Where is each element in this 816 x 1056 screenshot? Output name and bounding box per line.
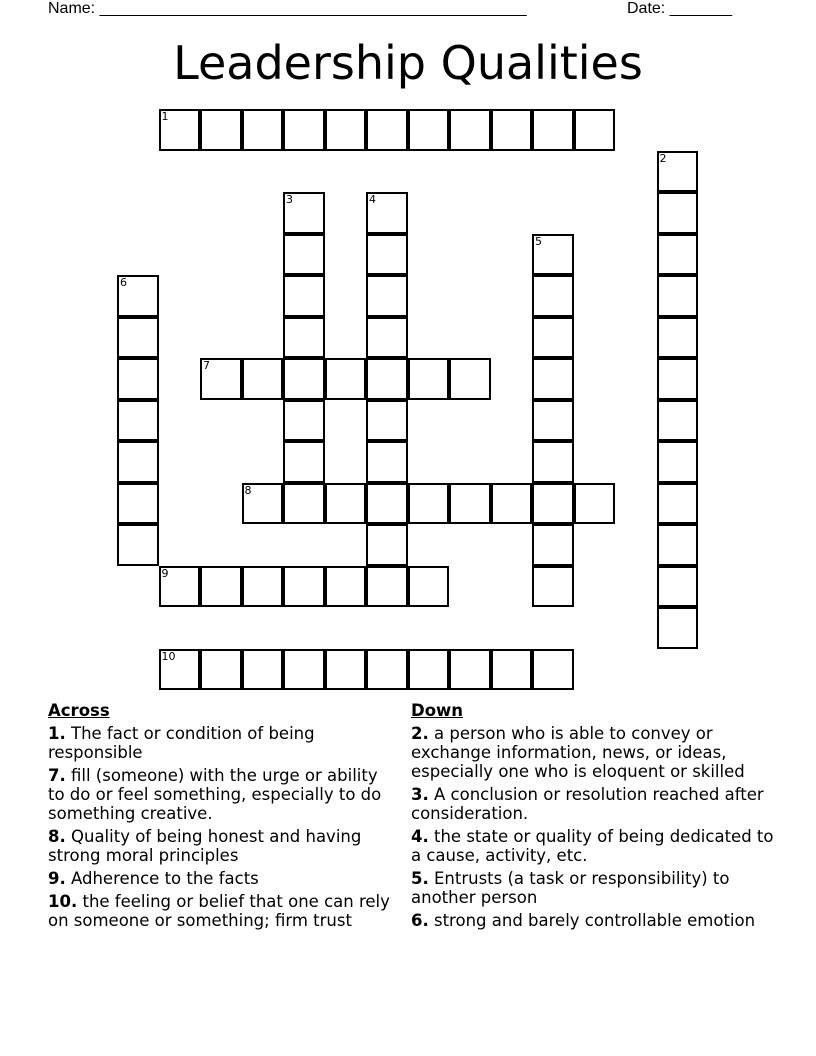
crossword-cell[interactable] (408, 109, 450, 151)
crossword-cell[interactable] (366, 524, 408, 566)
crossword-cell[interactable] (200, 566, 242, 608)
crossword-cell[interactable] (117, 441, 159, 483)
clue-item-number: 2. (411, 724, 429, 743)
clue-item (411, 724, 776, 781)
clue-item-text: a person who is able to convey or exchange information, news, or ideas, especially one who is eloquent or skilled (411, 724, 745, 781)
clue-item-text: The fact or condition of being responsible (48, 724, 315, 762)
puzzle-title: Leadership Qualities (173, 36, 643, 90)
crossword-cell[interactable] (242, 483, 284, 525)
crossword-cell[interactable] (117, 400, 159, 442)
crossword-cell[interactable] (159, 109, 201, 151)
crossword-cell[interactable] (159, 566, 201, 608)
down-clues (411, 701, 776, 934)
crossword-cell[interactable] (657, 483, 699, 525)
clue-item-text: Adherence to the facts (65, 869, 259, 888)
crossword-cell[interactable] (532, 483, 574, 525)
crossword-cell[interactable] (325, 566, 367, 608)
crossword-cell[interactable] (283, 317, 325, 359)
crossword-cell[interactable] (532, 649, 574, 691)
crossword-cell[interactable] (657, 358, 699, 400)
crossword-cell[interactable] (159, 649, 201, 691)
clue-number: 10 (161, 649, 176, 663)
name-field-label: Name: ________________________________________________ (48, 0, 527, 17)
crossword-cell[interactable] (449, 109, 491, 151)
crossword-cell[interactable] (657, 275, 699, 317)
across-heading: Across (48, 701, 110, 720)
clue-item-text: Quality of being honest and having strong moral principles (48, 827, 362, 865)
clue-item-number: 6. (411, 911, 429, 930)
date-field-label: Date: _______ (627, 0, 732, 17)
crossword-cell[interactable] (117, 317, 159, 359)
crossword-cell[interactable] (283, 441, 325, 483)
clue-item-number: 7. (48, 766, 66, 785)
clue-number: 4 (369, 193, 376, 206)
crossword-cell[interactable] (366, 649, 408, 691)
crossword-cell[interactable] (574, 483, 616, 525)
clue-item-text: fill (someone) with the urge or ability to do or feel something, especially to do something creative. (48, 766, 382, 823)
clue-number: 2 (659, 151, 667, 165)
crossword-cell[interactable] (408, 358, 450, 400)
crossword-cell[interactable] (283, 649, 325, 691)
crossword-cell[interactable] (242, 649, 284, 691)
clue-item-text: A conclusion or resolution reached after consideration. (411, 785, 764, 823)
clue-item (48, 827, 393, 865)
clue-item-number: 8. (48, 827, 66, 846)
crossword-cell[interactable] (657, 524, 699, 566)
clue-item (411, 911, 776, 930)
clue-item-number: 3. (411, 785, 429, 804)
clue-number: 7 (203, 359, 210, 372)
clue-item-text: the feeling or belief that one can rely on someone or something; firm trust (48, 892, 390, 930)
crossword-cell[interactable] (242, 109, 284, 151)
crossword-cell[interactable] (366, 483, 408, 525)
crossword-cell[interactable] (657, 234, 699, 276)
crossword-cell[interactable] (532, 109, 574, 151)
clue-item (48, 892, 393, 930)
crossword-cell[interactable] (366, 234, 408, 276)
crossword-cell[interactable] (200, 358, 242, 400)
clue-item (411, 827, 776, 865)
crossword-cell[interactable] (242, 566, 284, 608)
crossword-cell[interactable] (117, 275, 159, 317)
crossword-cell[interactable] (325, 649, 367, 691)
crossword-cell[interactable] (283, 358, 325, 400)
clue-item-number: 4. (411, 827, 429, 846)
crossword-cell[interactable] (366, 441, 408, 483)
clue-number: 8 (244, 483, 252, 497)
crossword-cell[interactable] (532, 566, 574, 608)
crossword-cell[interactable] (117, 524, 159, 566)
crossword-cell[interactable] (200, 109, 242, 151)
crossword-cell[interactable] (283, 275, 325, 317)
crossword-cell[interactable] (491, 483, 533, 525)
crossword-cell[interactable] (532, 358, 574, 400)
crossword-cell[interactable] (242, 358, 284, 400)
clue-number: 6 (120, 276, 127, 289)
crossword-cell[interactable] (325, 358, 367, 400)
crossword-cell[interactable] (449, 483, 491, 525)
crossword-cell[interactable] (325, 109, 367, 151)
clue-item (411, 785, 776, 823)
crossword-cell[interactable] (532, 524, 574, 566)
down-heading: Down (411, 701, 464, 720)
crossword-cell[interactable] (200, 649, 242, 691)
crossword-cell[interactable] (657, 400, 699, 442)
crossword-cell[interactable] (366, 275, 408, 317)
crossword-cell[interactable] (283, 483, 325, 525)
crossword-cell[interactable] (491, 109, 533, 151)
crossword-cell[interactable] (532, 275, 574, 317)
clue-item-text: the state or quality of being dedicated to a cause, activity, etc. (411, 827, 774, 865)
crossword-cell[interactable] (657, 151, 699, 193)
clue-item-text: strong and barely controllable emotion (428, 911, 756, 930)
clue-item (48, 766, 393, 823)
crossword-cell[interactable] (532, 400, 574, 442)
clue-item-number: 10. (48, 892, 78, 911)
across-clue-list (48, 724, 393, 930)
crossword-cell[interactable] (283, 109, 325, 151)
clue-number: 1 (161, 110, 169, 123)
crossword-cell[interactable] (449, 358, 491, 400)
clue-number: 5 (535, 234, 542, 248)
clue-item-number: 5. (411, 869, 429, 888)
crossword-cell[interactable] (408, 566, 450, 608)
crossword-cell[interactable] (325, 483, 367, 525)
crossword-cell[interactable] (117, 358, 159, 400)
crossword-cell[interactable] (657, 566, 699, 608)
clue-item (48, 869, 393, 888)
crossword-cell[interactable] (657, 441, 699, 483)
crossword-cell[interactable] (532, 317, 574, 359)
crossword-cell[interactable] (657, 317, 699, 359)
clue-number: 9 (161, 566, 169, 580)
crossword-cell[interactable] (449, 649, 491, 691)
clue-item-number: 1. (48, 724, 66, 743)
clue-item (48, 724, 393, 762)
down-clue-list (411, 724, 776, 930)
crossword-cell[interactable] (366, 192, 408, 234)
crossword-cell[interactable] (532, 441, 574, 483)
crossword-cell[interactable] (574, 109, 616, 151)
crossword-cell[interactable] (283, 566, 325, 608)
crossword-cell[interactable] (283, 234, 325, 276)
clue-number: 3 (286, 193, 293, 206)
crossword-cell[interactable] (408, 483, 450, 525)
crossword-cell[interactable] (366, 358, 408, 400)
crossword-cell[interactable] (117, 483, 159, 525)
crossword-cell[interactable] (532, 234, 574, 276)
crossword-cell[interactable] (366, 317, 408, 359)
clue-item-text: Entrusts (a task or responsibility) to another person (411, 869, 730, 907)
crossword-cell[interactable] (657, 607, 699, 649)
crossword-cell[interactable] (657, 192, 699, 234)
crossword-cell[interactable] (366, 566, 408, 608)
crossword-cell[interactable] (491, 649, 533, 691)
crossword-cell[interactable] (283, 400, 325, 442)
crossword-cell[interactable] (366, 400, 408, 442)
crossword-cell[interactable] (408, 649, 450, 691)
crossword-cell[interactable] (366, 109, 408, 151)
clue-item (411, 869, 776, 907)
across-clues (48, 701, 393, 934)
crossword-cell[interactable] (283, 192, 325, 234)
clue-item-number: 9. (48, 869, 66, 888)
